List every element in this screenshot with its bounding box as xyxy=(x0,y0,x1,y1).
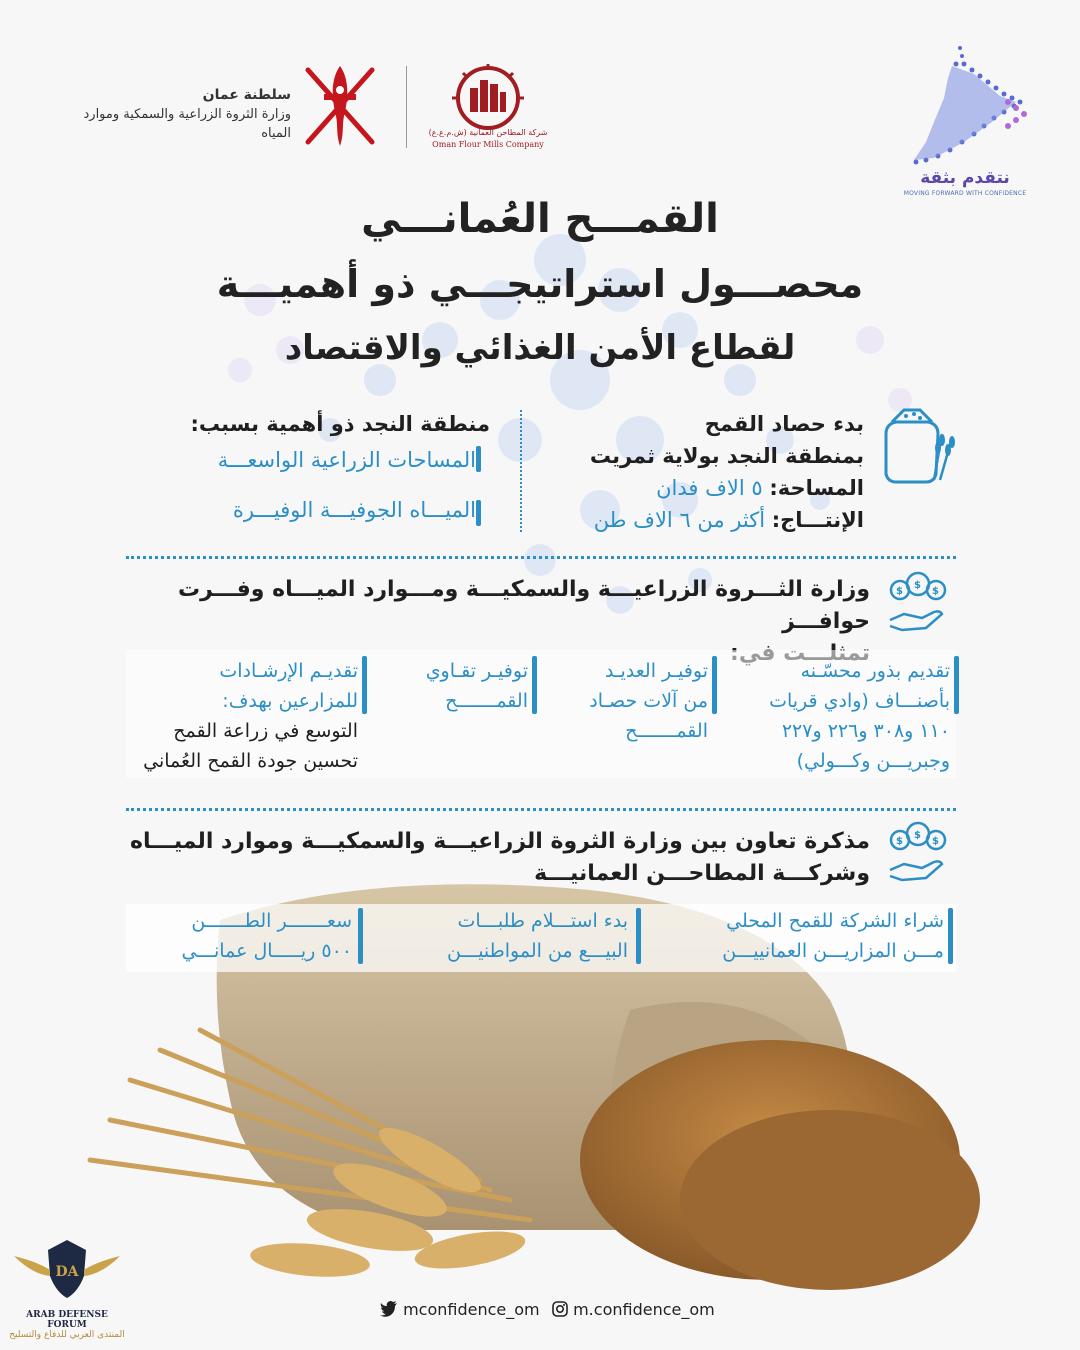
memo-box1-line1: شراء الشركة للقمح المحلي xyxy=(726,910,944,932)
incentive-col3-line2: القمـــــــح xyxy=(445,690,528,712)
eagle-shield-icon xyxy=(8,1236,126,1306)
ministry-name xyxy=(66,86,291,143)
harvest-block xyxy=(520,408,864,536)
oman-emblem-icon xyxy=(300,60,380,152)
incentive-col3-marker xyxy=(532,656,537,714)
svg-text:$: $ xyxy=(896,586,903,597)
memo-box3-line1: سعـــــــر الطـــــــن xyxy=(191,910,352,932)
najd-item1: المساحات الزراعية الواسعـــة xyxy=(217,448,476,472)
instagram-icon xyxy=(552,1301,568,1321)
arab-defense-forum-watermark xyxy=(8,1236,126,1346)
subtitle-line2: لقطاع الأمن الغذائي والاقتصاد xyxy=(284,328,796,368)
incentive-col1-line3: ١١٠ و٣٠٨ و٢٢٦ و٢٢٧ xyxy=(781,720,950,742)
svg-text:DA: DA xyxy=(55,1264,79,1280)
subtitle-line1: محصـــول استراتيجـــي ذو أهميـــة xyxy=(216,262,864,306)
ministry-line2: وزارة الثروة الزراعية والسمكية وموارد المياه xyxy=(83,107,291,141)
incentive-col1-marker xyxy=(954,656,959,714)
horizontal-divider-1 xyxy=(126,556,956,559)
najd-item2: الميـــاه الجوفيـــة الوفيـــرة xyxy=(232,498,476,522)
harvest-area-row xyxy=(520,472,864,504)
svg-text:$: $ xyxy=(932,586,939,597)
svg-text:$: $ xyxy=(914,830,921,841)
memo-box2-marker xyxy=(636,908,641,964)
oman-flour-mills-logo-icon xyxy=(424,64,552,152)
memo-box2-line1: بدء استـــلام طلبـــات xyxy=(457,910,628,932)
area-label: المساحة: xyxy=(769,476,864,500)
instagram-handle[interactable] xyxy=(552,1300,715,1321)
incentive-col3 xyxy=(400,656,528,716)
area-value: ٥ الاف فدان xyxy=(656,476,763,500)
incentive-col2-marker xyxy=(712,656,717,714)
najd-heading: منطقة النجد ذو أهمية بسبب: xyxy=(190,412,490,436)
najd-block xyxy=(150,408,490,526)
twitter-icon xyxy=(380,1301,398,1321)
wheat-sack-icon xyxy=(876,404,958,486)
incentive-col4-line4: تحسين جودة القمح العُماني xyxy=(143,750,358,772)
incentive-col4 xyxy=(130,656,358,776)
memo-heading-line2: وشركـــة المطاحـــن العمانيـــة xyxy=(534,861,870,886)
memo-box1 xyxy=(664,906,944,966)
memo-box2 xyxy=(400,906,628,966)
horizontal-divider-2 xyxy=(126,808,956,811)
incentive-col4-marker xyxy=(362,656,367,714)
incentive-col3-line1: توفيـر تقـاوي xyxy=(425,660,528,682)
twitter-handle[interactable] xyxy=(380,1300,540,1321)
brand-slogan-arabic: نتقدم بثقة xyxy=(920,168,1010,188)
instagram-handle-text: m.confidence_om xyxy=(573,1300,715,1319)
memo-box3 xyxy=(140,906,352,966)
section-vertical-divider xyxy=(520,410,522,532)
incentive-col2-line2: من آلات حصـاد xyxy=(589,690,708,712)
incentive-col4-line1: تقديـم الإرشـادات xyxy=(219,660,358,682)
production-value: أكثر من ٦ الاف طن xyxy=(593,508,766,532)
header-divider xyxy=(406,66,407,148)
memo-box2-line2: البيـــع من المواطنيـــن xyxy=(447,940,628,962)
najd-item2-marker xyxy=(476,500,481,526)
memo-box1-marker xyxy=(948,908,953,964)
harvest-production-row xyxy=(520,504,864,536)
twitter-handle-text: mconfidence_om xyxy=(403,1300,540,1319)
harvest-line2: بمنطقة النجد بولاية ثمريت xyxy=(589,444,864,468)
mills-name-arabic: شركة المطاحن العمانية (ش.م.ع.ع) xyxy=(428,128,548,137)
incentive-col2 xyxy=(560,656,708,746)
incentive-col2-line3: القمـــــــح xyxy=(625,720,708,742)
najd-item1-marker xyxy=(476,446,481,472)
incentive-col1-line4: وجبريـــن وكـــولي) xyxy=(796,750,950,772)
mills-name-english: Oman Flour Mills Company xyxy=(432,140,544,149)
incentive-col1 xyxy=(740,656,950,776)
incentive-col4-line2: للمزارعين بهدف: xyxy=(222,690,358,712)
incentive-col1-line2: بأصنـــاف (وادي قريات xyxy=(769,690,950,712)
main-title: القمـــح العُمانـــي xyxy=(361,196,719,242)
harvest-line1: بدء حصاد القمح xyxy=(704,412,864,436)
svg-text:$: $ xyxy=(914,580,921,591)
money-hand-icon xyxy=(886,570,950,636)
memo-box3-line2: ٥٠٠ ريـــــال عمانـــي xyxy=(181,940,352,962)
incentives-heading-line1: وزارة الثـــروة الزراعيـــة والسمكيـــة ومـــوارد الميـــاه وفـــرت حوافـــز xyxy=(178,577,870,634)
incentive-col2-line1: توفيـر العديـد xyxy=(604,660,708,682)
incentive-col1-line1: تقديم بذور محسّـنه xyxy=(800,660,950,682)
ministry-line1: سلطنة عمان xyxy=(202,87,291,103)
svg-text:$: $ xyxy=(896,836,903,847)
production-label: الإنتـــاج: xyxy=(771,508,864,532)
memo-heading-line1: مذكرة تعاون بين وزارة الثروة الزراعيـــة والسمكيـــة وموارد الميـــاه xyxy=(130,829,870,854)
watermark-line1: ARAB DEFENSE FORUM xyxy=(26,1310,108,1330)
memo-box1-line2: مـــن المزاريـــن العمانييـــن xyxy=(722,940,944,962)
memo-box3-marker xyxy=(358,908,363,964)
oman-dotted-map-icon xyxy=(904,42,1034,172)
svg-text:$: $ xyxy=(932,836,939,847)
brand-slogan-english: MOVING FORWARD WITH CONFIDENCE xyxy=(903,190,1027,197)
watermark-line2: المنتدى العربي للدفاع والتسليح xyxy=(9,1330,125,1340)
incentive-col4-line3: التوسع في زراعة القمح xyxy=(173,720,358,742)
